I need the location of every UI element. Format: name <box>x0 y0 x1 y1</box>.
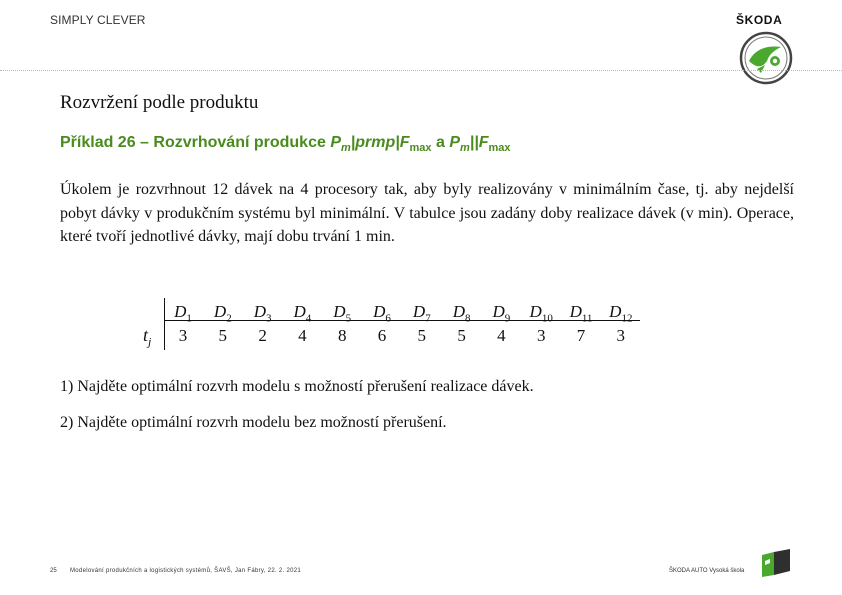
formula-1-max: max <box>409 142 432 155</box>
table-value-cell: 7 <box>576 326 586 345</box>
task-description: Úkolem je rozvrhnout 12 dávek na 4 procesory tak, aby byly realizovány v minimálním čase, tj. aby nejdelší pobyt dávky v produkčním systému byl minimální. V tabulce jsou zadány doby realizace dávek (v min). Operace, které tvoří jednotlivé dávky, mají dobu trvání 1 min. <box>60 181 794 245</box>
page-title: Rozvržení podle produktu <box>60 92 259 113</box>
table-header-cell: $D_6$ <box>373 302 391 325</box>
school-flag-icon <box>760 549 794 579</box>
table-header-cell: $D_9$ <box>492 302 511 325</box>
table-value-cell: 4 <box>497 326 506 345</box>
table-value-cell: 3 <box>178 326 188 345</box>
skoda-logo-icon <box>739 31 793 85</box>
table-value-cell: 2 <box>258 326 267 345</box>
table-header-cell: $D_2$ <box>213 302 232 325</box>
table-header-cell: $D_4$ <box>293 302 312 325</box>
table-value-cell: 5 <box>218 326 228 345</box>
table-value-cell: 3 <box>536 326 546 345</box>
table-row-label: $t_j$ <box>143 325 152 349</box>
table-header-cell: $D_3$ <box>253 302 272 325</box>
tagline: SIMPLY CLEVER <box>50 13 146 27</box>
table-value-cell: 8 <box>337 326 347 345</box>
subtitle-prefix: Příklad 26 – Rozvrhování produkce <box>60 134 331 151</box>
table-value-cell: 6 <box>377 326 387 345</box>
formula-2-max: max <box>488 142 511 155</box>
task-item-1: 1) Najděte optimální rozvrh modelu s možností přerušení realizace dávek. <box>60 378 534 395</box>
formula-1: $P_m|prmp|F$ <box>330 134 410 155</box>
table-header-cell: $D_1$ <box>174 302 192 325</box>
brand-wordmark: ŠKODA <box>736 13 783 27</box>
table-header-cell: $D_{10}$ <box>529 302 553 325</box>
task-item-2: 2) Najděte optimální rozvrh modelu bez možností přerušení. <box>60 414 447 431</box>
table-header-cell: $D_{12}$ <box>609 302 633 325</box>
table-header-cell: $D_5$ <box>333 302 352 325</box>
table-value-cell: 3 <box>616 326 626 345</box>
page-number: 25 <box>50 568 57 574</box>
table-value-cell: 5 <box>417 326 427 345</box>
table-header-cell: $D_7$ <box>412 302 431 325</box>
table-value-cell: 5 <box>457 326 466 345</box>
footer-text: Modelování produkčních a logistických systémů, ŠAVŠ, Jan Fábry, 22. 2. 2021 <box>70 568 302 574</box>
formula-2: $P_m||F$ <box>449 134 489 155</box>
table-value-cell: 4 <box>298 326 307 345</box>
table-header-cell: $D_{11}$ <box>569 302 593 325</box>
table-header-cell: $D_8$ <box>452 302 471 325</box>
header-divider <box>0 70 842 71</box>
footer-school: ŠKODA AUTO Vysoká škola <box>669 568 745 574</box>
subtitle <box>60 134 511 154</box>
subtitle-conj: a <box>431 134 450 151</box>
